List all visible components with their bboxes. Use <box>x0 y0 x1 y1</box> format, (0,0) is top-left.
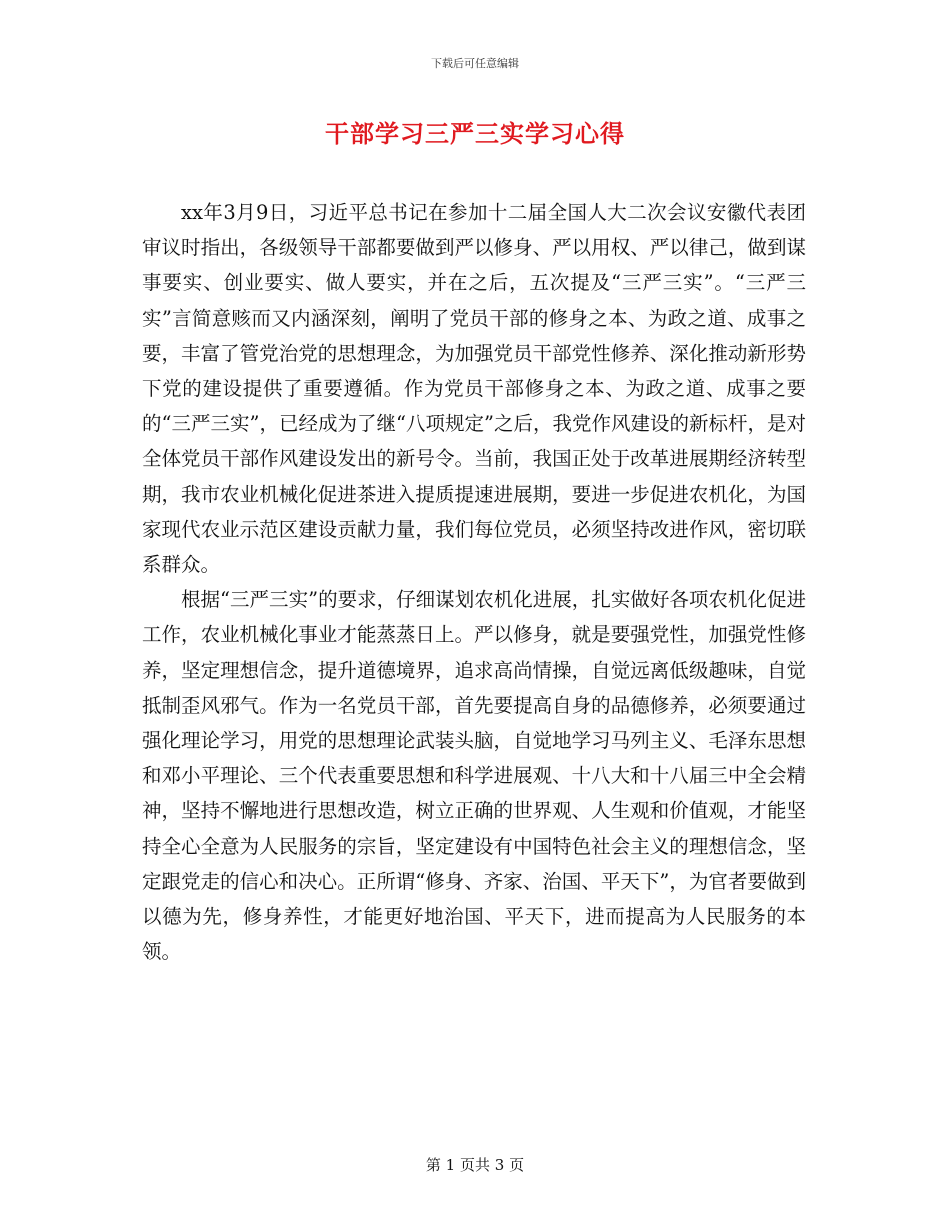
paragraph-1: xx年3月9日，习近平总书记在参加十二届全国人大二次会议安徽代表团审议时指出，各级领导干部都要做到严以修身、严以用权、严以律己，做到谋事要实、创业要实、做人要实，并在之后，五次提及“三严三实”。“三严三实”言简意赅而又内涵深刻，阐明了党员干部的修身之本、为政之道、成事之要，丰富了管党治党的思想理念，为加强党员干部党性修养、深化推动新形势下党的建设提供了重要遵循。作为党员干部修身之本、为政之道、成事之要的“三严三实”，已经成为了继“八项规定”之后，我党作风建设的新标杆，是对全体党员干部作风建设发出的新号令。当前，我国正处于改革进展期经济转型期，我市农业机械化促进茶进入提质提速进展期，要进一步促进农机化，为国家现代农业示范区建设贡献力量，我们每位党员，必须坚持改进作风，密切联系群众。 <box>142 201 806 577</box>
header-note: 下载后可任意编辑 <box>431 57 519 70</box>
paragraph-2: 根据“三严三实”的要求，仔细谋划农机化进展，扎实做好各项农机化促进工作，农业机械化事业才能蒸蒸日上。严以修身，就是要强党性，加强党性修养，坚定理想信念，提升道德境界，追求高尚情操，自觉远离低级趣味，自觉抵制歪风邪气。作为一名党员干部，首先要提高自身的品德修养，必须要通过强化理论学习，用党的思想理论武装头脑，自觉地学习马列主义、毛泽东思想和邓小平理论、三个代表重要思想和科学进展观、十八大和十八届三中全会精神，坚持不懈地进行思想改造，树立正确的世界观、人生观和价值观，才能坚持全心全意为人民服务的宗旨，坚定建设有中国特色社会主义的理想信念，坚定跟党走的信心和决心。正所谓“修身、齐家、治国、平天下”，为官者要做到以德为先，修身养性，才能更好地治国、平天下，进而提高为人民服务的本领。 <box>142 588 806 964</box>
document-body <box>142 195 806 969</box>
document-title: 干部学习三严三实学习心得 <box>325 119 625 148</box>
page-number-footer: 第 1 页共 3 页 <box>425 1156 525 1174</box>
